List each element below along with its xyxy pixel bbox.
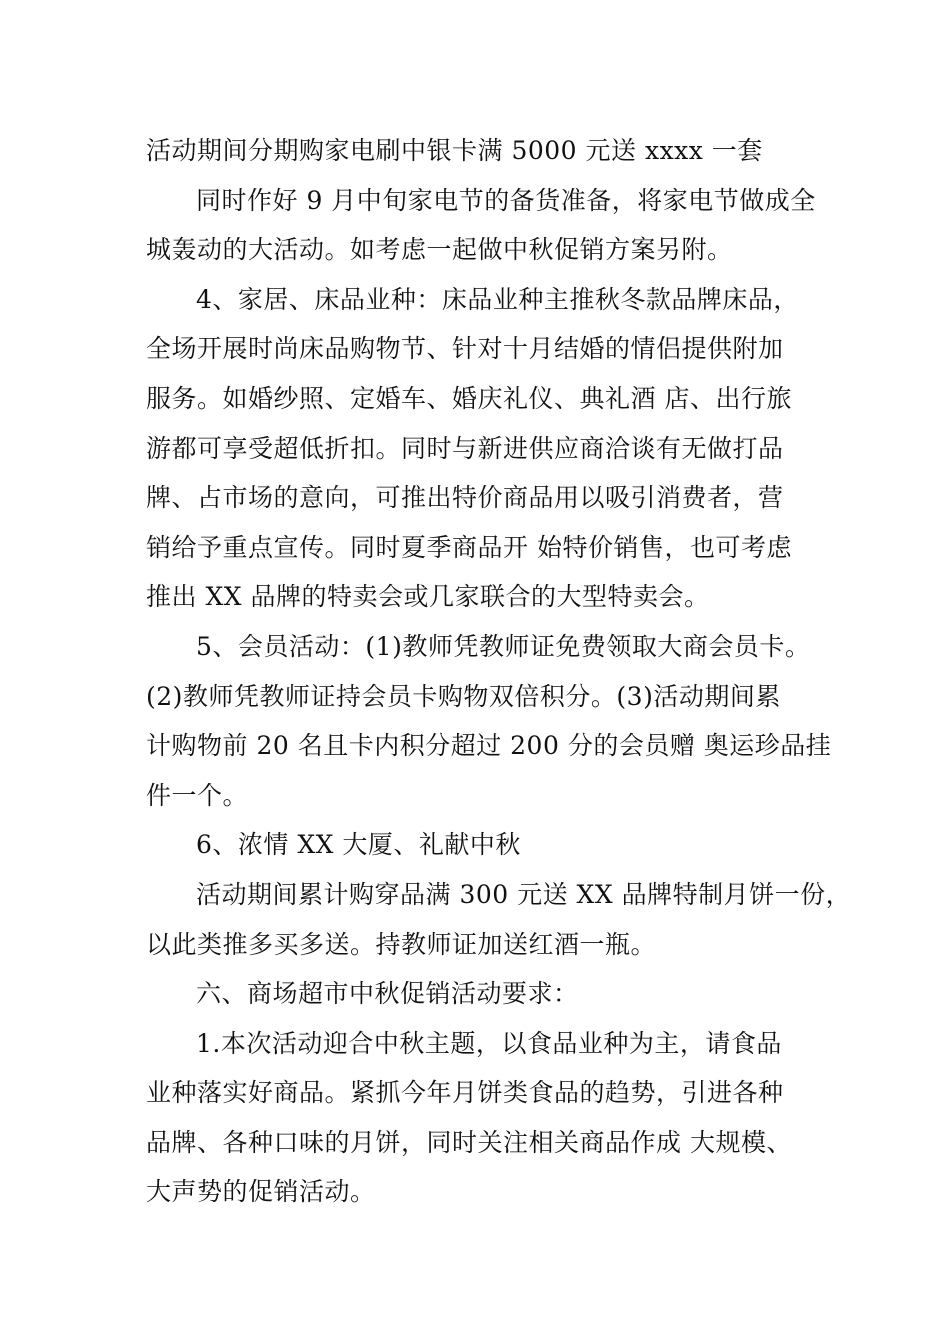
text-line: 4、家居、床品业种：床品业种主推秋冬款品牌床品， — [196, 284, 799, 314]
text-line: 件一个。 — [146, 780, 249, 810]
text-line: 牌、占市场的意向，可推出特价商品用以吸引消费者，营 — [146, 483, 784, 513]
paragraph-installment-promo — [146, 126, 836, 176]
text-line: 业种落实好商品。紧抓今年月饼类食品的趋势，引进各种 — [146, 1078, 784, 1108]
paragraph-requirement-1 — [146, 1019, 836, 1217]
text-line: 6、浓情 XX 大厦、礼献中秋 — [196, 830, 521, 860]
text-line: 推出 XX 品牌的特卖会或几家联合的大型特卖会。 — [146, 582, 710, 612]
text-line: 1.本次活动迎合中秋主题，以食品业种为主，请食品 — [196, 1028, 782, 1058]
paragraph-home-bedding — [146, 275, 836, 622]
text-line: 计购物前 20 名且卡内积分超过 200 分的会员赠 奥运珍品挂 — [146, 731, 832, 761]
text-line: 5、会员活动：(1)教师凭教师证免费领取大商会员卡。 — [196, 631, 811, 661]
text-line: 活动期间分期购家电刷中银卡满 5000 元送 xxxx 一套 — [146, 136, 763, 165]
text-line: 同时作好 9 月中旬家电节的备货准备，将家电节做成全 — [196, 185, 816, 215]
document-body — [146, 126, 852, 1217]
text-line: 服务。如婚纱照、定婚车、婚庆礼仪、典礼酒 店、出行旅 — [146, 383, 792, 413]
section-heading: 六、商场超市中秋促销活动要求： — [196, 979, 579, 1009]
paragraph-mid-autumn-heading — [146, 820, 836, 870]
text-line: 以此类推多买多送。持教师证加送红酒一瓶。 — [146, 929, 657, 959]
paragraph-member-activity — [146, 622, 836, 820]
text-line: 城轰动的大活动。如考虑一起做中秋促销方案另附。 — [146, 235, 733, 265]
paragraph-appliance-festival — [146, 176, 836, 275]
text-line: 全场开展时尚床品购物节、针对十月结婚的情侣提供附加 — [146, 334, 784, 364]
text-line: 品牌、各种口味的月饼，同时关注相关商品作成 大规模、 — [146, 1127, 792, 1157]
text-line: 游都可享受超低折扣。同时与新进供应商洽谈有无做打品 — [146, 433, 784, 463]
text-line: 大声势的促销活动。 — [146, 1177, 376, 1207]
paragraph-mooncake-gift — [146, 870, 852, 969]
text-line: (2)教师凭教师证持会员卡购物双倍积分。(3)活动期间累 — [146, 681, 781, 711]
text-line: 活动期间累计购穿品满 300 元送 XX 品牌特制月饼一份， — [196, 879, 852, 909]
paragraph-requirements-heading — [146, 969, 836, 1019]
text-line: 销给予重点宣传。同时夏季商品开 始特价销售，也可考虑 — [146, 532, 792, 562]
